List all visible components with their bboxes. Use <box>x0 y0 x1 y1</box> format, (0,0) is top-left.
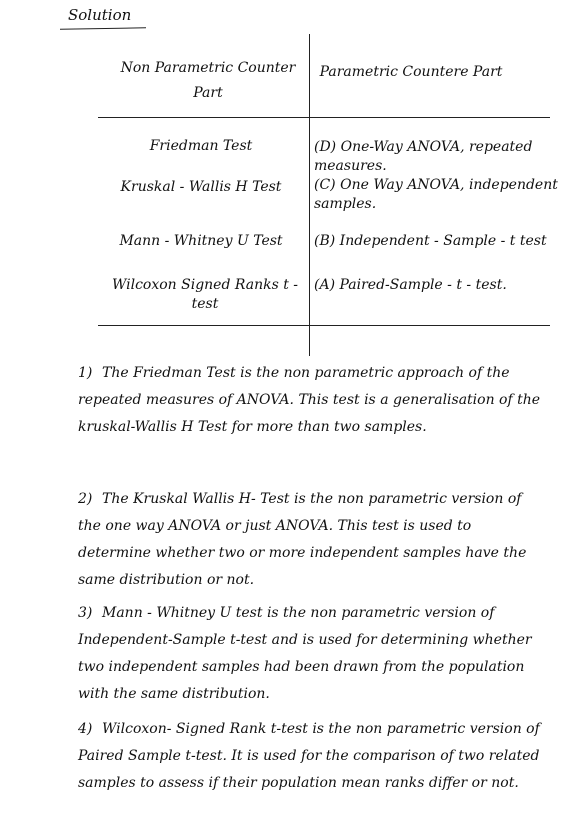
row-2-non-parametric: Kruskal - Wallis H Test <box>120 179 282 195</box>
row-1-non-parametric: Friedman Test <box>149 138 253 154</box>
paragraph-1-number: 1) <box>78 365 93 381</box>
row-3-non-parametric: Mann - Whitney U Test <box>119 233 283 249</box>
row-4-non-parametric: Wilcoxon Signed Ranks t - test <box>111 277 299 312</box>
parametric-header: Parametric Countere Part <box>319 64 503 80</box>
row-2-parametric: (C) One Way ANOVA, independent samples. <box>314 177 558 212</box>
row-3-parametric: (B) Independent - Sample - t test <box>314 233 547 249</box>
paragraph-4-number: 4) <box>78 721 93 737</box>
paragraph-1 <box>78 360 548 441</box>
paragraph-4-text: Wilcoxon- Signed Rank t-test is the non parametric version of Paired Sample t-test. It is used for the comparison of two related samples to assess if their population mean ranks differ or not. <box>78 721 540 791</box>
heading-underline <box>60 27 146 30</box>
row-4-parametric: (A) Paired-Sample - t - test. <box>314 277 507 293</box>
paragraph-2-number: 2) <box>78 491 93 507</box>
non-parametric-header: Non Parametric Counter Part <box>120 60 296 101</box>
row-1-parametric: (D) One-Way ANOVA, repeated measures. <box>314 139 533 174</box>
table-vertical-divider <box>309 34 310 356</box>
paragraph-3-number: 3) <box>78 605 93 621</box>
paragraph-2 <box>78 486 548 594</box>
paragraph-3 <box>78 600 548 708</box>
paragraph-2-text: The Kruskal Wallis H- Test is the non parametric version of the one way ANOVA or just ANOVA. This test is used to determine whether two or more independent samples have the same distribution or not. <box>78 491 527 588</box>
paragraph-4 <box>78 716 548 797</box>
table-header-rule <box>98 117 550 118</box>
solution-heading: Solution <box>68 6 132 24</box>
table-bottom-rule <box>98 325 550 326</box>
paragraph-3-text: Mann - Whitney U test is the non parametric version of Independent-Sample t-test and is used for determining whether two independent samples had been drawn from the population with the same distribution. <box>78 605 532 702</box>
paragraph-1-text: The Friedman Test is the non parametric approach of the repeated measures of ANOVA. This test is a generalisation of the kruskal-Wallis H Test for more than two samples. <box>78 365 541 435</box>
